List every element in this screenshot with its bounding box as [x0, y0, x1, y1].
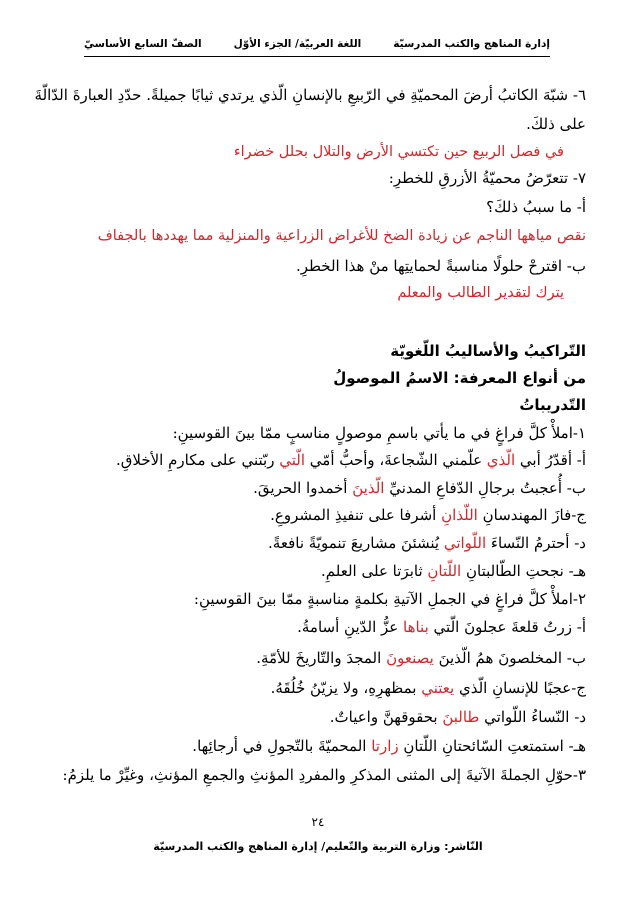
q6-line1: ٦- شبّهَ الكاتبُ أرضَ المحميّةِ في الرّبيعِ بالإنسانِ الّذي يرتدي ثيابًا جميلةً. حدّدِ العبارةَ الدّالّةَ	[34, 86, 586, 104]
ex1-title: ١-املأْ كلَّ فراغٍ في ما يأتي باسمِ موصولٍ مناسبٍ ممّا بينَ القوسينِ:	[172, 424, 586, 442]
item-text: هـ- استمتعتِ السّائحتانِ اللّتانِ	[398, 737, 586, 755]
item-answer: زارتا	[371, 737, 399, 755]
item-text: ب- المخلصونَ همُ الّذينَ	[433, 649, 586, 667]
item-text: أ- أقدّرُ أبي	[515, 451, 586, 469]
item-answer: اللّتانِ	[427, 562, 462, 580]
q7a-answer: نقص مياهها الناجم عن زيادة الضخ للأغراض الزراعية والمنزلية مما يهددها بالجفاف	[97, 228, 586, 244]
ex2-item-b	[70, 647, 586, 669]
item-text: علّمني الشّجاعةَ، وأحبُّ أمّي	[305, 451, 487, 469]
item-text: بحقوقهنَّ واعياتٌ.	[329, 708, 443, 726]
q7b-label: ب- اقترحْ حلولًا مناسبةً لحمايتِها منْ هذا الخطرِ.	[295, 257, 586, 275]
item-answer: يعتني	[421, 679, 455, 697]
item-answer: يصنعونَ	[386, 649, 434, 667]
item-text: أشرفا على تنفيذِ المشروعِ.	[270, 506, 442, 524]
ex2-item-d	[70, 706, 586, 728]
item-text: د- أحترمُ النّساءَ	[486, 534, 586, 552]
drills-heading: التّدريباتُ	[519, 396, 586, 414]
item-text: ربّتني على مكارمِ الأخلاقِ.	[115, 451, 280, 469]
ex3-title: ٣-حوّلِ الجملةَ الآتيةَ إلى المثنى المذكرِ والمفردِ المؤنثِ والجمعِ المؤنثِ، وغيِّرْ ما يلزمُ:	[62, 766, 586, 784]
page-number: ٢٤	[311, 815, 325, 829]
item-text: عزُّ الدّينِ أسامةُ.	[297, 618, 403, 636]
section-subtitle: من أنواع المعرفة: الاسمُ الموصولُ	[333, 369, 586, 387]
ex1-item-b	[70, 477, 586, 499]
header-grade: الصفّ السابع الأساسيّ	[84, 38, 202, 50]
q7a-label: أ- ما سببُ ذلكَ؟	[486, 198, 586, 216]
ex1-item-d	[70, 532, 586, 554]
item-answer: الّذي	[486, 451, 516, 469]
q7b-answer: يترك لتقدير الطالب والمعلم	[397, 285, 564, 301]
item-text: يُنشئنَ مشاريعَ تنمويّةً نافعةً.	[268, 534, 444, 552]
header-subject: اللغة العربيّة/ الجزء الأوّل	[233, 38, 362, 50]
item-answer: طالبنَ	[442, 708, 480, 726]
item-text: ج-عجبًا للإنسانِ الّذي	[454, 679, 586, 697]
item-text: المحميّةَ بالتّجولِ في أرجائِها.	[192, 737, 372, 755]
item-text: أخمدوا الحريقَ.	[253, 479, 353, 497]
item-text: هـ- نجحتِ الطّالبتانِ	[461, 562, 586, 580]
ex1-item-e	[70, 560, 586, 582]
item-text: ج-فازَ المهندسانِ	[477, 506, 586, 524]
item-answer: بناها	[403, 618, 429, 636]
item-text: د- النّساءُ اللّواتي	[479, 708, 586, 726]
q6-answer: في فصل الربيع حين تكتسي الأرض والتلال بحلل خضراء	[233, 144, 564, 160]
ex2-item-a	[70, 616, 586, 638]
header-dept: إدارة المناهج والكتب المدرسيّة	[393, 38, 550, 50]
item-text: ثابرَتا على العلمِ.	[321, 562, 428, 580]
section-title: التّراكيبُ والأساليبُ اللّغويّة	[390, 342, 586, 360]
ex1-item-a	[70, 449, 586, 471]
item-answer: اللّواتي	[443, 534, 487, 552]
ex1-item-c	[70, 504, 586, 526]
item-answer: اللّذانِ	[441, 506, 478, 524]
item-text: المجدَ والتّاريخَ للأمّةِ.	[256, 649, 387, 667]
item-text: بمظهرِهِ، ولا يزيّنُ خُلُقَهُ.	[270, 679, 422, 697]
q7-line1: ٧- تتعرّضُ محميّةُ الأزرقِ للخطرِ:	[388, 169, 586, 187]
publisher-footer: النّاشر: وزارة التربية والتّعليم/ إدارة المناهج والكتب المدرسيّة	[153, 840, 483, 853]
header-rule	[84, 56, 550, 57]
item-text: ب- أُعجبتُ برجالِ الدّفاعِ المدنيِّ	[384, 479, 586, 497]
item-text: أ- زرتُ قلعةَ عجلونَ الّتي	[428, 618, 586, 636]
q6-line2: على ذلكَ.	[526, 115, 586, 133]
ex2-title: ٢-املأْ كلَّ فراغٍ في الجملِ الآتيةِ بكلمةٍ مناسبةٍ ممّا بينَ القوسينِ:	[193, 590, 586, 608]
item-answer: الّذينَ	[352, 479, 385, 497]
ex2-item-e	[70, 735, 586, 757]
page-header	[84, 38, 550, 50]
item-answer: الّتي	[279, 451, 306, 469]
ex2-item-c	[70, 677, 586, 699]
